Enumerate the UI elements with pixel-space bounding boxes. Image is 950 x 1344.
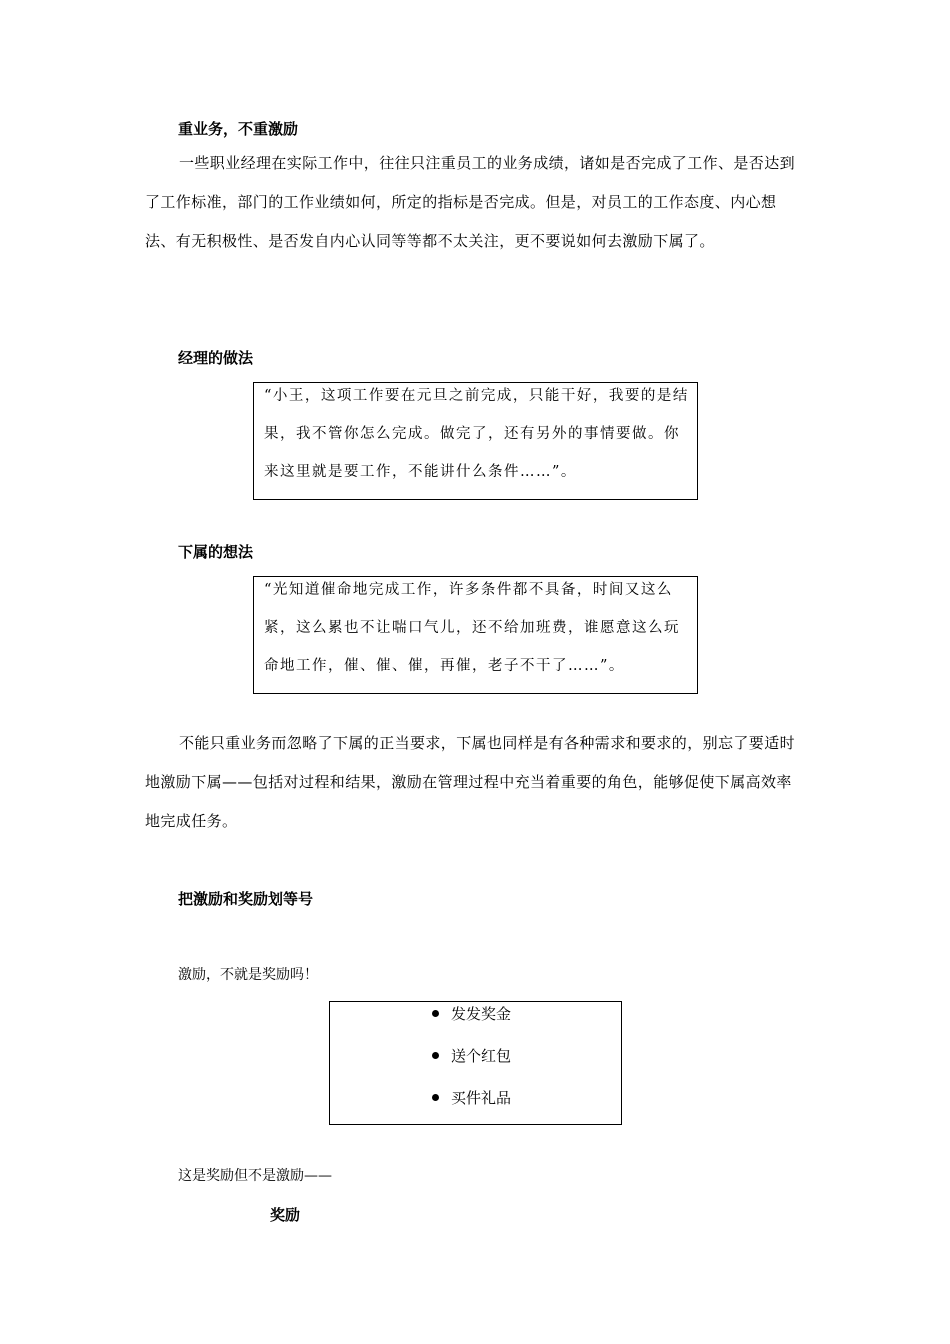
section-heading-reward-equals-motivation: 把激励和奖励划等号 — [178, 890, 314, 908]
reward-outro-text: 这是奖励但不是激励—— — [178, 1168, 332, 1184]
bullet-icon — [432, 1010, 439, 1017]
manager-quote-box — [253, 382, 698, 500]
manager-quote-text: “小王，这项工作要在元旦之前完成，只能干好，我要的是结果，我不管你怎么完成。做完了，还有另外的事情要做。你来这里就是要工作，不能讲什么条件……”。 — [264, 388, 689, 480]
reward-list-box — [329, 1001, 622, 1125]
list-item-label: 发发奖金 — [451, 1004, 512, 1023]
reward-list — [432, 992, 511, 1118]
bullet-icon — [432, 1052, 439, 1059]
section-heading-manager: 经理的做法 — [178, 349, 254, 367]
paragraph-conclusion-text: 不能只重业务而忽略了下属的正当要求，下属也同样是有各种需求和要求的，别忘了要适时地激励下属——包括对过程和结果，激励在管理过程中充当着重要的角色，能够促使下属高效率地完成任务。 — [145, 734, 796, 830]
subordinate-quote-box — [253, 576, 698, 694]
bullet-icon — [432, 1094, 439, 1101]
list-item — [432, 1076, 511, 1118]
list-item-label: 送个红包 — [451, 1046, 512, 1065]
reward-intro-text: 激励，不就是奖励吗！ — [178, 967, 318, 983]
list-item — [432, 992, 511, 1034]
list-item — [432, 1034, 511, 1076]
section-heading-subordinate: 下属的想法 — [178, 543, 254, 561]
list-item-label: 买件礼品 — [451, 1088, 512, 1107]
section-heading-business: 重业务，不重激励 — [178, 120, 299, 138]
subheading-reward: 奖励 — [270, 1206, 301, 1224]
paragraph-business-focus-text: 一些职业经理在实际工作中，往往只注重员工的业务成绩，诸如是否完成了工作、是否达到了工作标准，部门的工作业绩如何，所定的指标是否完成。但是，对员工的工作态度、内心想法、有无积极性、是否发自内心认同等等都不太关注，更不要说如何去激励下属了。 — [145, 154, 796, 250]
subordinate-quote-text: “光知道催命地完成工作，许多条件都不具备，时间又这么紧，这么累也不让喘口气儿，还不给加班费，谁愿意这么玩命地工作，催、催、催，再催，老子不干了……”。 — [264, 582, 680, 674]
paragraph-business-focus — [145, 144, 807, 261]
paragraph-conclusion — [145, 724, 807, 841]
